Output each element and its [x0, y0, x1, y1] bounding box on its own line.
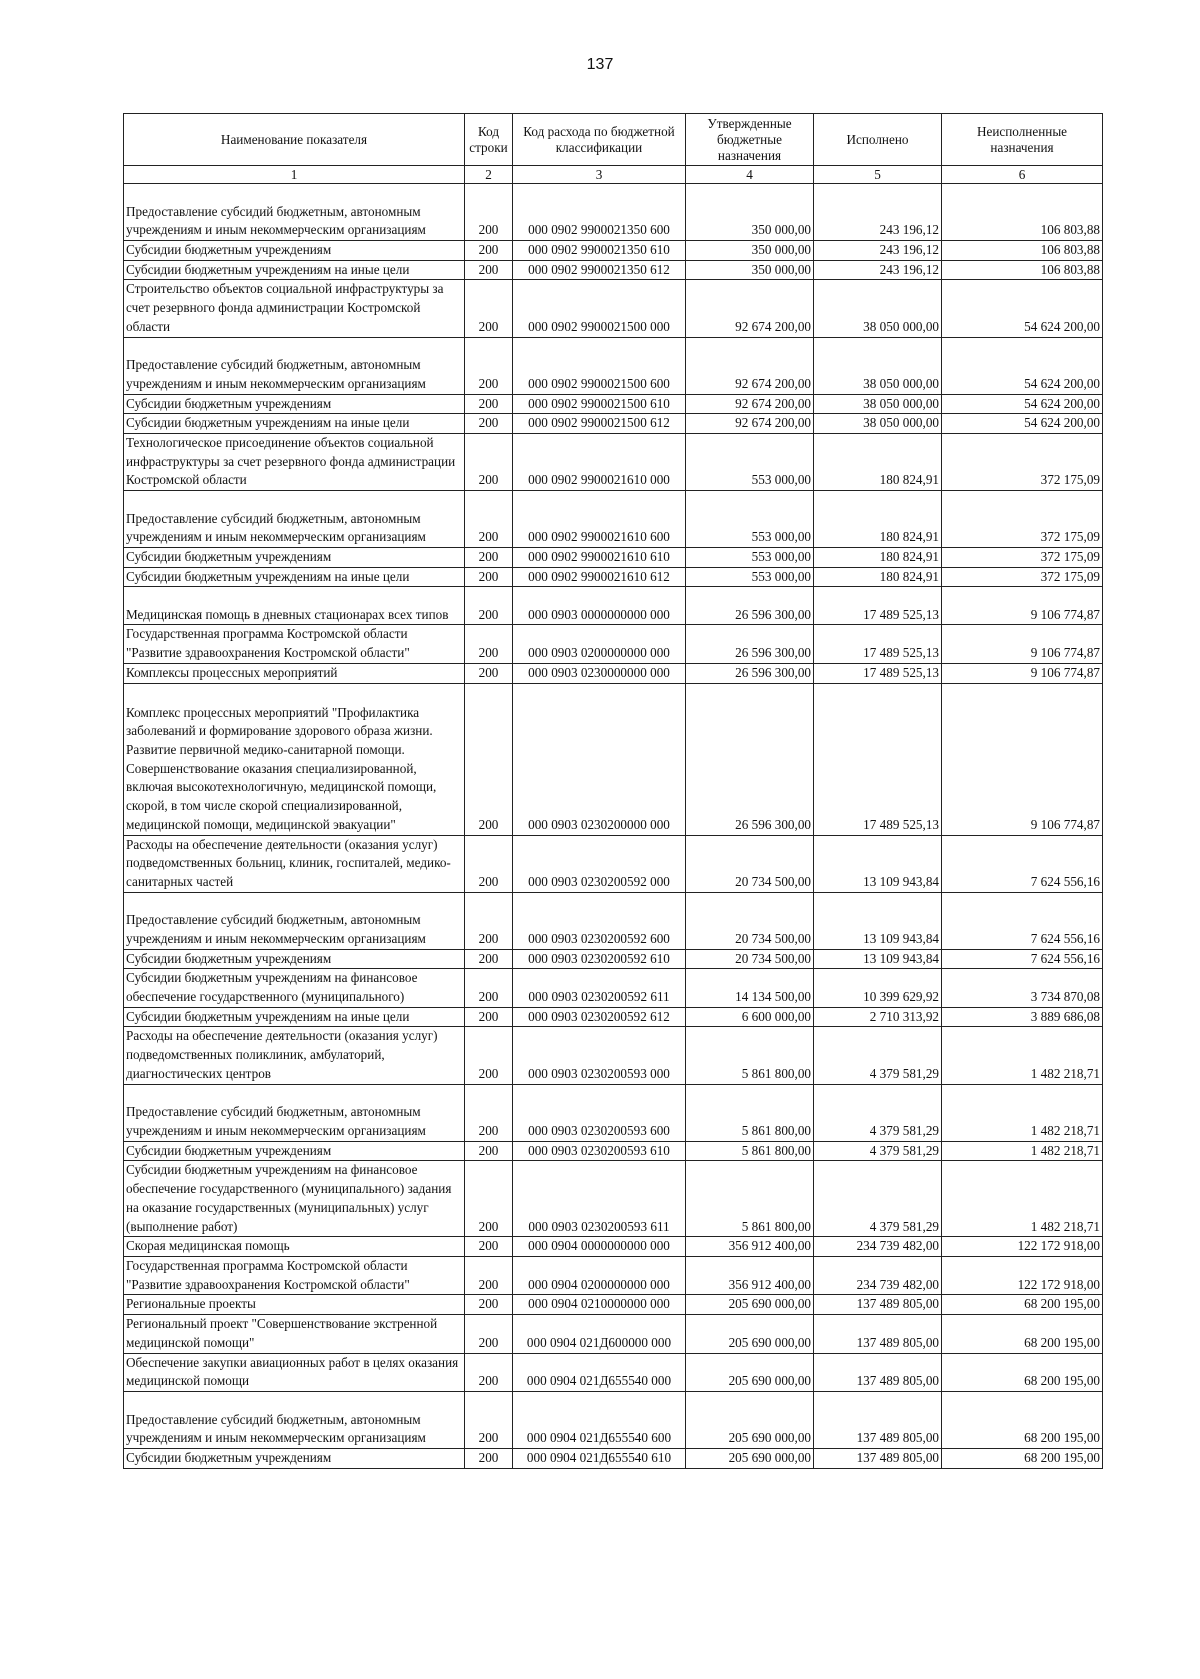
- row-unexecuted-cell: 68 200 195,00: [942, 1315, 1103, 1353]
- row-approved-cell: 20 734 500,00: [686, 835, 814, 892]
- row-approved-cell: 356 912 400,00: [686, 1237, 814, 1257]
- row-unexecuted-cell: 1 482 218,71: [942, 1161, 1103, 1237]
- row-name-cell: Субсидии бюджетным учреждениям на финансовое обеспечение государственного (муниципального): [124, 969, 465, 1007]
- row-name-cell: Скорая медицинская помощь: [124, 1237, 465, 1257]
- column-number: 4: [686, 166, 814, 184]
- header-approved: Утвержденные бюджетные назначения: [686, 114, 814, 166]
- row-approved-cell: 553 000,00: [686, 567, 814, 587]
- row-line-code-cell: 200: [465, 1295, 513, 1315]
- table-header-row: [124, 114, 1103, 166]
- row-executed-cell: 137 489 805,00: [814, 1295, 942, 1315]
- row-executed-cell: 137 489 805,00: [814, 1315, 942, 1353]
- row-name-cell: Технологическое присоединение объектов социальной инфраструктуры за счет резервного фонда администрации Костромской области: [124, 433, 465, 490]
- table-row: [124, 835, 1103, 892]
- header-line-code: Код строки: [465, 114, 513, 166]
- row-line-code-cell: 200: [465, 1353, 513, 1391]
- header-unexecuted: Неисполненные назначения: [942, 114, 1103, 166]
- row-name-cell: Субсидии бюджетным учреждениям: [124, 241, 465, 261]
- row-approved-cell: 92 674 200,00: [686, 394, 814, 414]
- row-executed-cell: 17 489 525,13: [814, 683, 942, 835]
- row-line-code-cell: 200: [465, 567, 513, 587]
- row-executed-cell: 180 824,91: [814, 491, 942, 548]
- row-line-code-cell: 200: [465, 241, 513, 261]
- row-line-code-cell: 200: [465, 280, 513, 337]
- row-approved-cell: 26 596 300,00: [686, 683, 814, 835]
- row-line-code-cell: 200: [465, 1084, 513, 1141]
- row-name-cell: Региональные проекты: [124, 1295, 465, 1315]
- row-unexecuted-cell: 54 624 200,00: [942, 280, 1103, 337]
- row-line-code-cell: 200: [465, 835, 513, 892]
- row-executed-cell: 243 196,12: [814, 260, 942, 280]
- row-unexecuted-cell: 372 175,09: [942, 433, 1103, 490]
- row-line-code-cell: 200: [465, 1256, 513, 1294]
- row-line-code-cell: 200: [465, 663, 513, 683]
- budget-execution-table: [123, 113, 1103, 1469]
- table-row: [124, 1315, 1103, 1353]
- table-row: [124, 241, 1103, 261]
- row-executed-cell: 13 109 943,84: [814, 949, 942, 969]
- row-unexecuted-cell: 372 175,09: [942, 491, 1103, 548]
- row-name-cell: Субсидии бюджетным учреждениям на иные цели: [124, 260, 465, 280]
- row-executed-cell: 2 710 313,92: [814, 1007, 942, 1027]
- table-row: [124, 1141, 1103, 1161]
- row-unexecuted-cell: 68 200 195,00: [942, 1353, 1103, 1391]
- row-name-cell: Предоставление субсидий бюджетным, автономным учреждениям и иным некоммерческим организациям: [124, 337, 465, 394]
- row-unexecuted-cell: 9 106 774,87: [942, 587, 1103, 625]
- row-unexecuted-cell: 9 106 774,87: [942, 683, 1103, 835]
- row-unexecuted-cell: 54 624 200,00: [942, 337, 1103, 394]
- row-expense-code-cell: 000 0904 0200000000 000: [513, 1256, 686, 1294]
- row-expense-code-cell: 000 0902 9900021350 612: [513, 260, 686, 280]
- row-unexecuted-cell: 1 482 218,71: [942, 1141, 1103, 1161]
- row-unexecuted-cell: 1 482 218,71: [942, 1084, 1103, 1141]
- row-line-code-cell: 200: [465, 625, 513, 663]
- row-approved-cell: 26 596 300,00: [686, 625, 814, 663]
- row-approved-cell: 92 674 200,00: [686, 337, 814, 394]
- row-name-cell: Субсидии бюджетным учреждениям: [124, 949, 465, 969]
- row-expense-code-cell: 000 0903 0230200592 000: [513, 835, 686, 892]
- row-expense-code-cell: 000 0904 0210000000 000: [513, 1295, 686, 1315]
- row-expense-code-cell: 000 0904 021Д655540 600: [513, 1391, 686, 1448]
- row-executed-cell: 38 050 000,00: [814, 414, 942, 434]
- row-line-code-cell: 200: [465, 491, 513, 548]
- row-unexecuted-cell: 106 803,88: [942, 184, 1103, 241]
- row-executed-cell: 38 050 000,00: [814, 337, 942, 394]
- row-expense-code-cell: 000 0903 0230200592 612: [513, 1007, 686, 1027]
- column-number-row: [124, 166, 1103, 184]
- row-approved-cell: 14 134 500,00: [686, 969, 814, 1007]
- table-row: [124, 892, 1103, 949]
- row-expense-code-cell: 000 0904 0000000000 000: [513, 1237, 686, 1257]
- row-name-cell: Комплекс процессных мероприятий "Профилактика заболеваний и формирование здорового образа жизни. Развитие первичной медико-санитарной помощи. Совершенствование оказания специализированной, включая высокотехнологичную, медицинской помощи, скорой, в том числе скорой специализированной, медицинской помощи, медицинской эвакуации": [124, 683, 465, 835]
- row-executed-cell: 137 489 805,00: [814, 1448, 942, 1468]
- row-line-code-cell: 200: [465, 414, 513, 434]
- row-expense-code-cell: 000 0903 0230000000 000: [513, 663, 686, 683]
- table-row: [124, 280, 1103, 337]
- row-unexecuted-cell: 9 106 774,87: [942, 625, 1103, 663]
- row-line-code-cell: 200: [465, 587, 513, 625]
- row-name-cell: Обеспечение закупки авиационных работ в целях оказания медицинской помощи: [124, 1353, 465, 1391]
- column-number: 2: [465, 166, 513, 184]
- row-approved-cell: 5 861 800,00: [686, 1141, 814, 1161]
- row-line-code-cell: 200: [465, 949, 513, 969]
- row-unexecuted-cell: 106 803,88: [942, 260, 1103, 280]
- row-expense-code-cell: 000 0902 9900021500 612: [513, 414, 686, 434]
- row-expense-code-cell: 000 0902 9900021610 610: [513, 548, 686, 568]
- row-name-cell: Субсидии бюджетным учреждениям на иные цели: [124, 567, 465, 587]
- row-approved-cell: 350 000,00: [686, 184, 814, 241]
- row-expense-code-cell: 000 0902 9900021500 600: [513, 337, 686, 394]
- column-number: 5: [814, 166, 942, 184]
- row-unexecuted-cell: 3 734 870,08: [942, 969, 1103, 1007]
- row-line-code-cell: 200: [465, 1027, 513, 1084]
- row-executed-cell: 137 489 805,00: [814, 1391, 942, 1448]
- row-approved-cell: 26 596 300,00: [686, 587, 814, 625]
- table-row: [124, 491, 1103, 548]
- row-unexecuted-cell: 372 175,09: [942, 548, 1103, 568]
- table-row: [124, 567, 1103, 587]
- row-name-cell: Предоставление субсидий бюджетным, автономным учреждениям и иным некоммерческим организациям: [124, 491, 465, 548]
- table-row: [124, 1007, 1103, 1027]
- row-executed-cell: 234 739 482,00: [814, 1237, 942, 1257]
- row-executed-cell: 17 489 525,13: [814, 625, 942, 663]
- row-line-code-cell: 200: [465, 892, 513, 949]
- column-number: 6: [942, 166, 1103, 184]
- row-line-code-cell: 200: [465, 433, 513, 490]
- row-unexecuted-cell: 7 624 556,16: [942, 892, 1103, 949]
- table-row: [124, 1391, 1103, 1448]
- row-executed-cell: 17 489 525,13: [814, 587, 942, 625]
- row-approved-cell: 205 690 000,00: [686, 1448, 814, 1468]
- row-executed-cell: 17 489 525,13: [814, 663, 942, 683]
- row-line-code-cell: 200: [465, 260, 513, 280]
- row-line-code-cell: 200: [465, 394, 513, 414]
- row-unexecuted-cell: 372 175,09: [942, 567, 1103, 587]
- table-row: [124, 1256, 1103, 1294]
- row-name-cell: Расходы на обеспечение деятельности (оказания услуг) подведомственных больниц, клиник, госпиталей, медико-санитарных частей: [124, 835, 465, 892]
- table-row: [124, 625, 1103, 663]
- page-number: 137: [586, 56, 614, 73]
- row-expense-code-cell: 000 0903 0230200592 610: [513, 949, 686, 969]
- row-approved-cell: 205 690 000,00: [686, 1315, 814, 1353]
- row-executed-cell: 13 109 943,84: [814, 892, 942, 949]
- table-row: [124, 949, 1103, 969]
- row-unexecuted-cell: 54 624 200,00: [942, 394, 1103, 414]
- column-number: 3: [513, 166, 686, 184]
- row-executed-cell: 38 050 000,00: [814, 280, 942, 337]
- table-row: [124, 587, 1103, 625]
- row-line-code-cell: 200: [465, 1161, 513, 1237]
- row-name-cell: Строительство объектов социальной инфраструктуры за счет резервного фонда администрации Костромской области: [124, 280, 465, 337]
- row-approved-cell: 26 596 300,00: [686, 663, 814, 683]
- row-approved-cell: 205 690 000,00: [686, 1295, 814, 1315]
- row-executed-cell: 180 824,91: [814, 548, 942, 568]
- table-row: [124, 1084, 1103, 1141]
- row-executed-cell: 13 109 943,84: [814, 835, 942, 892]
- row-name-cell: Государственная программа Костромской области "Развитие здравоохранения Костромской области": [124, 625, 465, 663]
- row-expense-code-cell: 000 0902 9900021610 600: [513, 491, 686, 548]
- row-unexecuted-cell: 106 803,88: [942, 241, 1103, 261]
- row-name-cell: Предоставление субсидий бюджетным, автономным учреждениям и иным некоммерческим организациям: [124, 892, 465, 949]
- row-executed-cell: 4 379 581,29: [814, 1027, 942, 1084]
- table-row: [124, 414, 1103, 434]
- row-expense-code-cell: 000 0903 0230200000 000: [513, 683, 686, 835]
- row-unexecuted-cell: 68 200 195,00: [942, 1391, 1103, 1448]
- table-row: [124, 1353, 1103, 1391]
- row-executed-cell: 180 824,91: [814, 567, 942, 587]
- table-row: [124, 548, 1103, 568]
- row-expense-code-cell: 000 0903 0230200593 600: [513, 1084, 686, 1141]
- row-executed-cell: 4 379 581,29: [814, 1161, 942, 1237]
- row-name-cell: Региональный проект "Совершенствование экстренной медицинской помощи": [124, 1315, 465, 1353]
- row-name-cell: Медицинская помощь в дневных стационарах всех типов: [124, 587, 465, 625]
- row-expense-code-cell: 000 0902 9900021350 610: [513, 241, 686, 261]
- row-name-cell: Субсидии бюджетным учреждениям: [124, 1448, 465, 1468]
- row-expense-code-cell: 000 0903 0230200593 610: [513, 1141, 686, 1161]
- table-row: [124, 184, 1103, 241]
- table-row: [124, 663, 1103, 683]
- column-number: 1: [124, 166, 465, 184]
- row-unexecuted-cell: 122 172 918,00: [942, 1256, 1103, 1294]
- row-approved-cell: 6 600 000,00: [686, 1007, 814, 1027]
- row-approved-cell: 20 734 500,00: [686, 892, 814, 949]
- row-expense-code-cell: 000 0902 9900021500 000: [513, 280, 686, 337]
- row-name-cell: Предоставление субсидий бюджетным, автономным учреждениям и иным некоммерческим организациям: [124, 1391, 465, 1448]
- row-approved-cell: 92 674 200,00: [686, 280, 814, 337]
- row-expense-code-cell: 000 0903 0230200592 600: [513, 892, 686, 949]
- row-name-cell: Субсидии бюджетным учреждениям на финансовое обеспечение государственного (муниципального) задания на оказание государственных (муниципальных) услуг (выполнение работ): [124, 1161, 465, 1237]
- header-executed: Исполнено: [814, 114, 942, 166]
- row-approved-cell: 553 000,00: [686, 491, 814, 548]
- row-line-code-cell: 200: [465, 1391, 513, 1448]
- row-name-cell: Субсидии бюджетным учреждениям: [124, 394, 465, 414]
- table-row: [124, 683, 1103, 835]
- row-executed-cell: 4 379 581,29: [814, 1084, 942, 1141]
- row-line-code-cell: 200: [465, 548, 513, 568]
- row-approved-cell: 5 861 800,00: [686, 1027, 814, 1084]
- row-name-cell: Государственная программа Костромской области "Развитие здравоохранения Костромской области": [124, 1256, 465, 1294]
- table-row: [124, 260, 1103, 280]
- row-executed-cell: 38 050 000,00: [814, 394, 942, 414]
- row-approved-cell: 20 734 500,00: [686, 949, 814, 969]
- row-expense-code-cell: 000 0903 0200000000 000: [513, 625, 686, 663]
- row-executed-cell: 10 399 629,92: [814, 969, 942, 1007]
- row-line-code-cell: 200: [465, 1141, 513, 1161]
- row-line-code-cell: 200: [465, 184, 513, 241]
- row-approved-cell: 356 912 400,00: [686, 1256, 814, 1294]
- row-executed-cell: 137 489 805,00: [814, 1353, 942, 1391]
- row-unexecuted-cell: 7 624 556,16: [942, 949, 1103, 969]
- header-expense-code: Код расхода по бюджетной классификации: [513, 114, 686, 166]
- table-row: [124, 1237, 1103, 1257]
- row-expense-code-cell: 000 0902 9900021350 600: [513, 184, 686, 241]
- row-name-cell: Субсидии бюджетным учреждениям: [124, 548, 465, 568]
- row-line-code-cell: 200: [465, 1448, 513, 1468]
- row-name-cell: Расходы на обеспечение деятельности (оказания услуг) подведомственных поликлиник, амбулаторий, диагностических центров: [124, 1027, 465, 1084]
- row-expense-code-cell: 000 0902 9900021500 610: [513, 394, 686, 414]
- row-line-code-cell: 200: [465, 969, 513, 1007]
- row-name-cell: Субсидии бюджетным учреждениям на иные цели: [124, 414, 465, 434]
- row-expense-code-cell: 000 0903 0000000000 000: [513, 587, 686, 625]
- row-executed-cell: 180 824,91: [814, 433, 942, 490]
- row-approved-cell: 553 000,00: [686, 433, 814, 490]
- table-row: [124, 433, 1103, 490]
- row-expense-code-cell: 000 0902 9900021610 612: [513, 567, 686, 587]
- table-row: [124, 394, 1103, 414]
- header-indicator-name: Наименование показателя: [124, 114, 465, 166]
- row-line-code-cell: 200: [465, 683, 513, 835]
- row-name-cell: Предоставление субсидий бюджетным, автономным учреждениям и иным некоммерческим организациям: [124, 184, 465, 241]
- row-name-cell: Комплексы процессных мероприятий: [124, 663, 465, 683]
- row-executed-cell: 234 739 482,00: [814, 1256, 942, 1294]
- row-unexecuted-cell: 1 482 218,71: [942, 1027, 1103, 1084]
- row-expense-code-cell: 000 0902 9900021610 000: [513, 433, 686, 490]
- row-expense-code-cell: 000 0904 021Д655540 000: [513, 1353, 686, 1391]
- row-expense-code-cell: 000 0903 0230200593 611: [513, 1161, 686, 1237]
- row-approved-cell: 205 690 000,00: [686, 1391, 814, 1448]
- row-name-cell: Субсидии бюджетным учреждениям: [124, 1141, 465, 1161]
- row-executed-cell: 4 379 581,29: [814, 1141, 942, 1161]
- row-line-code-cell: 200: [465, 1315, 513, 1353]
- row-unexecuted-cell: 54 624 200,00: [942, 414, 1103, 434]
- row-executed-cell: 243 196,12: [814, 184, 942, 241]
- row-line-code-cell: 200: [465, 337, 513, 394]
- table-row: [124, 1448, 1103, 1468]
- row-unexecuted-cell: 122 172 918,00: [942, 1237, 1103, 1257]
- table-row: [124, 1295, 1103, 1315]
- row-name-cell: Предоставление субсидий бюджетным, автономным учреждениям и иным некоммерческим организациям: [124, 1084, 465, 1141]
- table-row: [124, 1161, 1103, 1237]
- table-row: [124, 969, 1103, 1007]
- row-approved-cell: 553 000,00: [686, 548, 814, 568]
- row-unexecuted-cell: 3 889 686,08: [942, 1007, 1103, 1027]
- row-expense-code-cell: 000 0903 0230200593 000: [513, 1027, 686, 1084]
- row-line-code-cell: 200: [465, 1237, 513, 1257]
- row-unexecuted-cell: 68 200 195,00: [942, 1295, 1103, 1315]
- row-name-cell: Субсидии бюджетным учреждениям на иные цели: [124, 1007, 465, 1027]
- table-row: [124, 1027, 1103, 1084]
- row-approved-cell: 350 000,00: [686, 260, 814, 280]
- row-unexecuted-cell: 7 624 556,16: [942, 835, 1103, 892]
- row-approved-cell: 350 000,00: [686, 241, 814, 261]
- row-approved-cell: 205 690 000,00: [686, 1353, 814, 1391]
- row-approved-cell: 92 674 200,00: [686, 414, 814, 434]
- row-unexecuted-cell: 68 200 195,00: [942, 1448, 1103, 1468]
- row-unexecuted-cell: 9 106 774,87: [942, 663, 1103, 683]
- table-row: [124, 337, 1103, 394]
- row-approved-cell: 5 861 800,00: [686, 1161, 814, 1237]
- row-expense-code-cell: 000 0904 021Д655540 610: [513, 1448, 686, 1468]
- row-line-code-cell: 200: [465, 1007, 513, 1027]
- row-expense-code-cell: 000 0903 0230200592 611: [513, 969, 686, 1007]
- row-expense-code-cell: 000 0904 021Д600000 000: [513, 1315, 686, 1353]
- row-approved-cell: 5 861 800,00: [686, 1084, 814, 1141]
- row-executed-cell: 243 196,12: [814, 241, 942, 261]
